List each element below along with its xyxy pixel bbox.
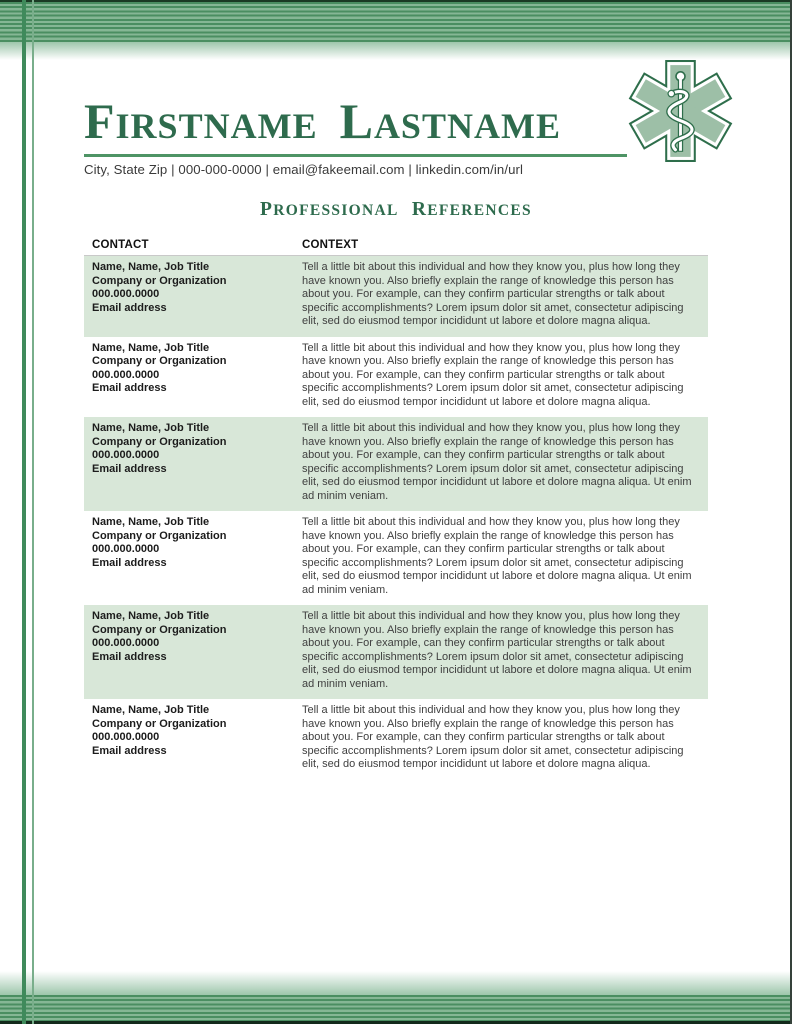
reference-company: Company or Organization	[92, 274, 227, 287]
last-name: LASTNAME	[339, 93, 561, 149]
table-header-row	[84, 239, 708, 256]
bottom-border-stripes	[0, 995, 792, 1024]
reference-phone: 000.000.0000	[92, 731, 160, 743]
reference-company: Company or Organization	[92, 529, 227, 542]
contact-cell	[84, 610, 302, 691]
left-vertical-rule-thick	[22, 0, 26, 1024]
reference-phone: 000.000.0000	[92, 288, 160, 300]
contact-cell	[84, 342, 302, 410]
contact-cell	[84, 516, 302, 597]
table-row	[84, 417, 708, 511]
table-row	[84, 699, 708, 780]
contact-info-line: City, State Zip | 000-000-0000 | email@fakeemail.com | linkedin.com/in/url	[84, 162, 524, 177]
reference-name: Name, Name, Job Title	[92, 610, 210, 622]
section-title-word: REFERENCES	[411, 199, 532, 220]
reference-email: Email address	[92, 744, 167, 757]
star-of-life-icon	[627, 60, 734, 162]
first-name: FIRSTNAME	[84, 93, 318, 149]
left-vertical-rule-thin	[32, 0, 34, 1024]
reference-name: Name, Name, Job Title	[92, 422, 210, 434]
reference-email: Email address	[92, 382, 167, 394]
page-content	[84, 0, 708, 780]
table-row	[84, 511, 708, 605]
reference-email: Email address	[92, 650, 167, 663]
reference-company: Company or Organization	[92, 435, 227, 448]
column-header-contact: CONTACT	[92, 239, 149, 251]
reference-email: Email address	[92, 462, 167, 475]
reference-phone: 000.000.0000	[92, 637, 160, 649]
bottom-border-fade	[0, 971, 792, 995]
bottom-border-decoration	[0, 971, 792, 1024]
reference-name: Name, Name, Job Title	[92, 341, 210, 354]
reference-company: Company or Organization	[92, 355, 227, 367]
reference-name: Name, Name, Job Title	[92, 261, 210, 273]
section-title-word: PROFESSIONAL	[260, 199, 399, 220]
table-row	[84, 337, 708, 418]
section-title	[84, 199, 708, 221]
context-cell: Tell a little bit about this individual and how they know you, plus how long they have known you. Also briefly explain the range of knowledge this person has about you. For example, can they confirm particular strengths or talk about specific accomplishments? Lorem ipsum dolor sit amet, consectetur adipiscing elit, sed do eiusmod tempor incididunt ut labore et dolore magna aliqua.	[302, 261, 684, 327]
references-table	[84, 239, 708, 780]
page-title	[84, 93, 708, 151]
reference-email: Email address	[92, 556, 167, 569]
context-cell: Tell a little bit about this individual and how they know you, plus how long they have known you. Also briefly explain the range of knowledge this person has about you. For example, can they confirm particular strengths or talk about specific accomplishments? Lorem ipsum dolor sit amet, consectetur adipiscing elit, sed do eiusmod tempor incididunt ut labore et dolore magna aliqua. Ut enim ad minim veniam.	[302, 610, 692, 690]
column-header-context: CONTEXT	[302, 239, 359, 251]
context-cell: Tell a little bit about this individual and how they know you, plus how long they have known you. Also briefly explain the range of knowledge this person has about you. For example, can they confirm particular strengths or talk about specific accomplishments? Lorem ipsum dolor sit amet, consectetur adipiscing elit, sed do eiusmod tempor incididunt ut labore et dolore magna aliqua.	[302, 341, 684, 408]
context-cell: Tell a little bit about this individual and how they know you, plus how long they have known you. Also briefly explain the range of knowledge this person has about you. For example, can they confirm particular strengths or talk about specific accomplishments? Lorem ipsum dolor sit amet, consectetur adipiscing elit, sed do eiusmod tempor incididunt ut labore et dolore magna aliqua.	[302, 704, 684, 770]
table-row	[84, 256, 708, 337]
contact-cell	[84, 422, 302, 503]
contact-cell	[84, 261, 302, 329]
context-cell: Tell a little bit about this individual and how they know you, plus how long they have known you. Also briefly explain the range of knowledge this person has about you. For example, can they confirm particular strengths or talk about specific accomplishments? Lorem ipsum dolor sit amet, consectetur adipiscing elit, sed do eiusmod tempor incididunt ut labore et dolore magna aliqua. Ut enim ad minim veniam.	[302, 516, 692, 596]
reference-company: Company or Organization	[92, 623, 227, 636]
header-divider	[84, 154, 627, 157]
contact-cell	[84, 704, 302, 772]
reference-company: Company or Organization	[92, 717, 227, 730]
reference-name: Name, Name, Job Title	[92, 516, 210, 528]
context-cell: Tell a little bit about this individual and how they know you, plus how long they have known you. Also briefly explain the range of knowledge this person has about you. For example, can they confirm particular strengths or talk about specific accomplishments? Lorem ipsum dolor sit amet, consectetur adipiscing elit, sed do eiusmod tempor incididunt ut labore et dolore magna aliqua. Ut enim ad minim veniam.	[302, 422, 692, 502]
reference-phone: 000.000.0000	[92, 368, 160, 381]
reference-phone: 000.000.0000	[92, 449, 160, 461]
reference-name: Name, Name, Job Title	[92, 704, 210, 716]
reference-email: Email address	[92, 301, 167, 314]
table-row	[84, 605, 708, 699]
reference-phone: 000.000.0000	[92, 543, 160, 555]
